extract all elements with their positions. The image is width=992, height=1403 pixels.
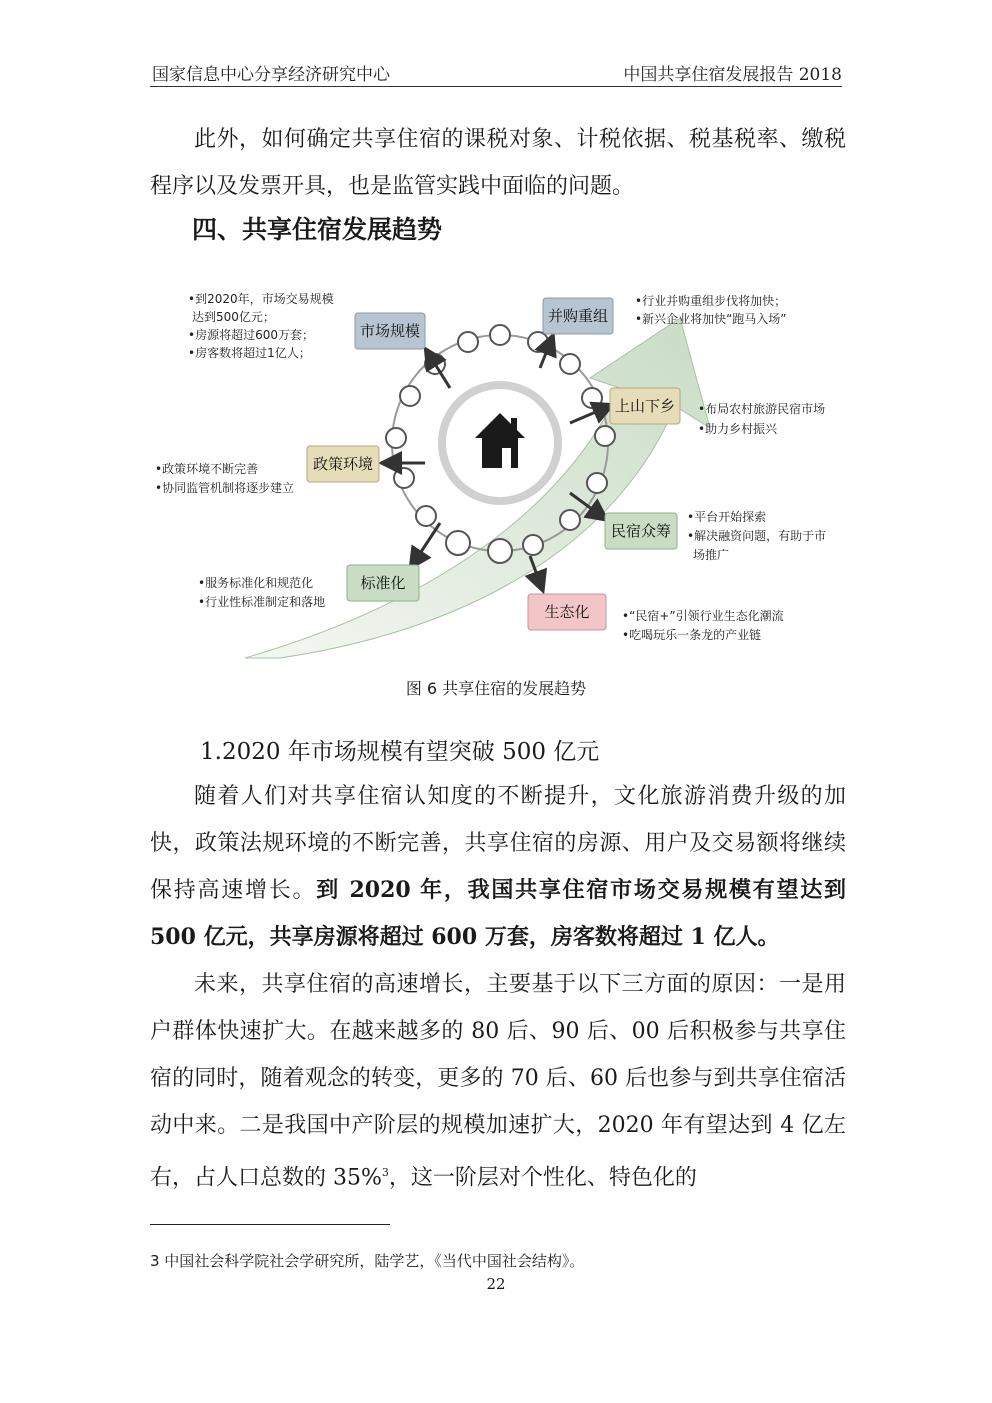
svg-text:•解决融资问题，有助于市: •解决融资问题，有助于市 bbox=[687, 529, 827, 543]
svg-text:•布局农村旅游民宿市场: •布局农村旅游民宿市场 bbox=[698, 402, 826, 416]
paragraph-2 bbox=[150, 773, 846, 961]
node-market-scale bbox=[355, 313, 425, 349]
node-label: 市场规模 bbox=[359, 322, 421, 340]
node-ecology bbox=[528, 594, 606, 630]
svg-text:•到2020年，市场交易规模: •到2020年，市场交易规模 bbox=[188, 292, 334, 306]
svg-text:•房源将超过600万套；: •房源将超过600万套； bbox=[188, 328, 314, 342]
svg-text:•“民宿+”引领行业生态化潮流: •“民宿+”引领行业生态化潮流 bbox=[622, 609, 784, 623]
notes-ecology bbox=[622, 608, 784, 642]
svg-text:达到500亿元；: 达到500亿元； bbox=[192, 310, 275, 324]
node-label: 政策环境 bbox=[312, 455, 374, 473]
intro-paragraph bbox=[150, 116, 846, 210]
svg-text:•政策环境不断完善: •政策环境不断完善 bbox=[155, 462, 259, 476]
node-label: 上山下乡 bbox=[614, 397, 676, 415]
node-label: 生态化 bbox=[544, 603, 590, 621]
svg-text:•服务标准化和规范化: •服务标准化和规范化 bbox=[198, 576, 314, 590]
intro-text: 此外，如何确定共享住宿的课税对象、计税依据、税基税率、缴税程序以及发票开具，也是监管实践中面临的问题。 bbox=[150, 127, 846, 199]
svg-text:•房客数将超过1亿人；: •房客数将超过1亿人； bbox=[188, 346, 311, 360]
footnote-ref[interactable]: 3 bbox=[381, 1166, 389, 1179]
notes-market-scale bbox=[188, 291, 334, 360]
notes-crowdfunding bbox=[687, 509, 826, 562]
node-rural bbox=[610, 388, 680, 424]
paragraph-3-text: 未来，共享住宿的高速增长，主要基于以下三方面的原因：一是用户群体快速扩大。在越来越多的 80 后、90 后、00 后积极参与共享住宿的同时，随着观念的转变，更多的 70 后、60 后也参与到共享住宿活动中来。二是我国中产阶层的规模加速扩大，2020 年有望达到 4 亿左右，占人口总数的 35% bbox=[150, 972, 846, 1191]
svg-text:•协同监管机制将逐步建立: •协同监管机制将逐步建立 bbox=[155, 481, 295, 495]
svg-text:•行业并购重组步伐将加快；: •行业并购重组步伐将加快； bbox=[635, 294, 787, 308]
node-label: 标准化 bbox=[360, 574, 406, 592]
node-label: 并购重组 bbox=[547, 307, 609, 325]
paragraph-2-text: 随着人们对共享住宿认知度的不断提升，文化旅游消费升级的加快，政策法规环境的不断完善，共享住宿的房源、用户及交易额将继续保持高速增长。 bbox=[150, 784, 846, 903]
header-right: 中国共享住宿发展报告 2018 bbox=[623, 65, 842, 85]
node-crowdfunding bbox=[605, 513, 677, 549]
notes-policy bbox=[155, 461, 294, 495]
section-title: 四、共享住宿发展趋势 bbox=[192, 215, 443, 244]
notes-standardization bbox=[198, 575, 325, 609]
notes-mergers bbox=[635, 293, 787, 326]
svg-text:•助力乡村振兴: •助力乡村振兴 bbox=[698, 422, 778, 436]
header-left: 国家信息中心分享经济研究中心 bbox=[152, 65, 390, 85]
footnote-rule bbox=[150, 1224, 390, 1225]
svg-text:•行业性标准制定和落地: •行业性标准制定和落地 bbox=[198, 595, 326, 609]
paragraph-3-tail: ，这一阶层对个性化、特色化的 bbox=[388, 1165, 697, 1191]
trend-diagram bbox=[150, 278, 850, 663]
subsection-title: 1.2020 年市场规模有望突破 500 亿元 bbox=[200, 739, 600, 765]
node-mergers bbox=[543, 298, 613, 334]
svg-text:场推广: 场推广 bbox=[693, 548, 730, 562]
paragraph-2-bold: 到 2020 年，我国共享住宿市场交易规模有望达到 500 亿元，共享房源将超过 600 万套，房客数将超过 1 亿人。 bbox=[150, 877, 846, 950]
node-policy bbox=[307, 446, 379, 482]
page-number: 22 bbox=[486, 1275, 506, 1293]
svg-text:•新兴企业将加快“跑马入场”: •新兴企业将加快“跑马入场” bbox=[635, 312, 787, 326]
notes-rural bbox=[698, 401, 825, 436]
node-standardization bbox=[347, 565, 419, 601]
node-label: 民宿众筹 bbox=[610, 522, 672, 540]
header-rule bbox=[150, 86, 842, 87]
svg-text:•吃喝玩乐一条龙的产业链: •吃喝玩乐一条龙的产业链 bbox=[622, 628, 762, 642]
footnote: 3 中国社会科学院社会学研究所，陆学艺，《当代中国社会结构》。 bbox=[150, 1252, 585, 1270]
figure-caption: 图 6 共享住宿的发展趋势 bbox=[405, 679, 587, 698]
paragraph-3 bbox=[150, 961, 846, 1201]
svg-text:•平台开始探索: •平台开始探索 bbox=[687, 510, 767, 524]
